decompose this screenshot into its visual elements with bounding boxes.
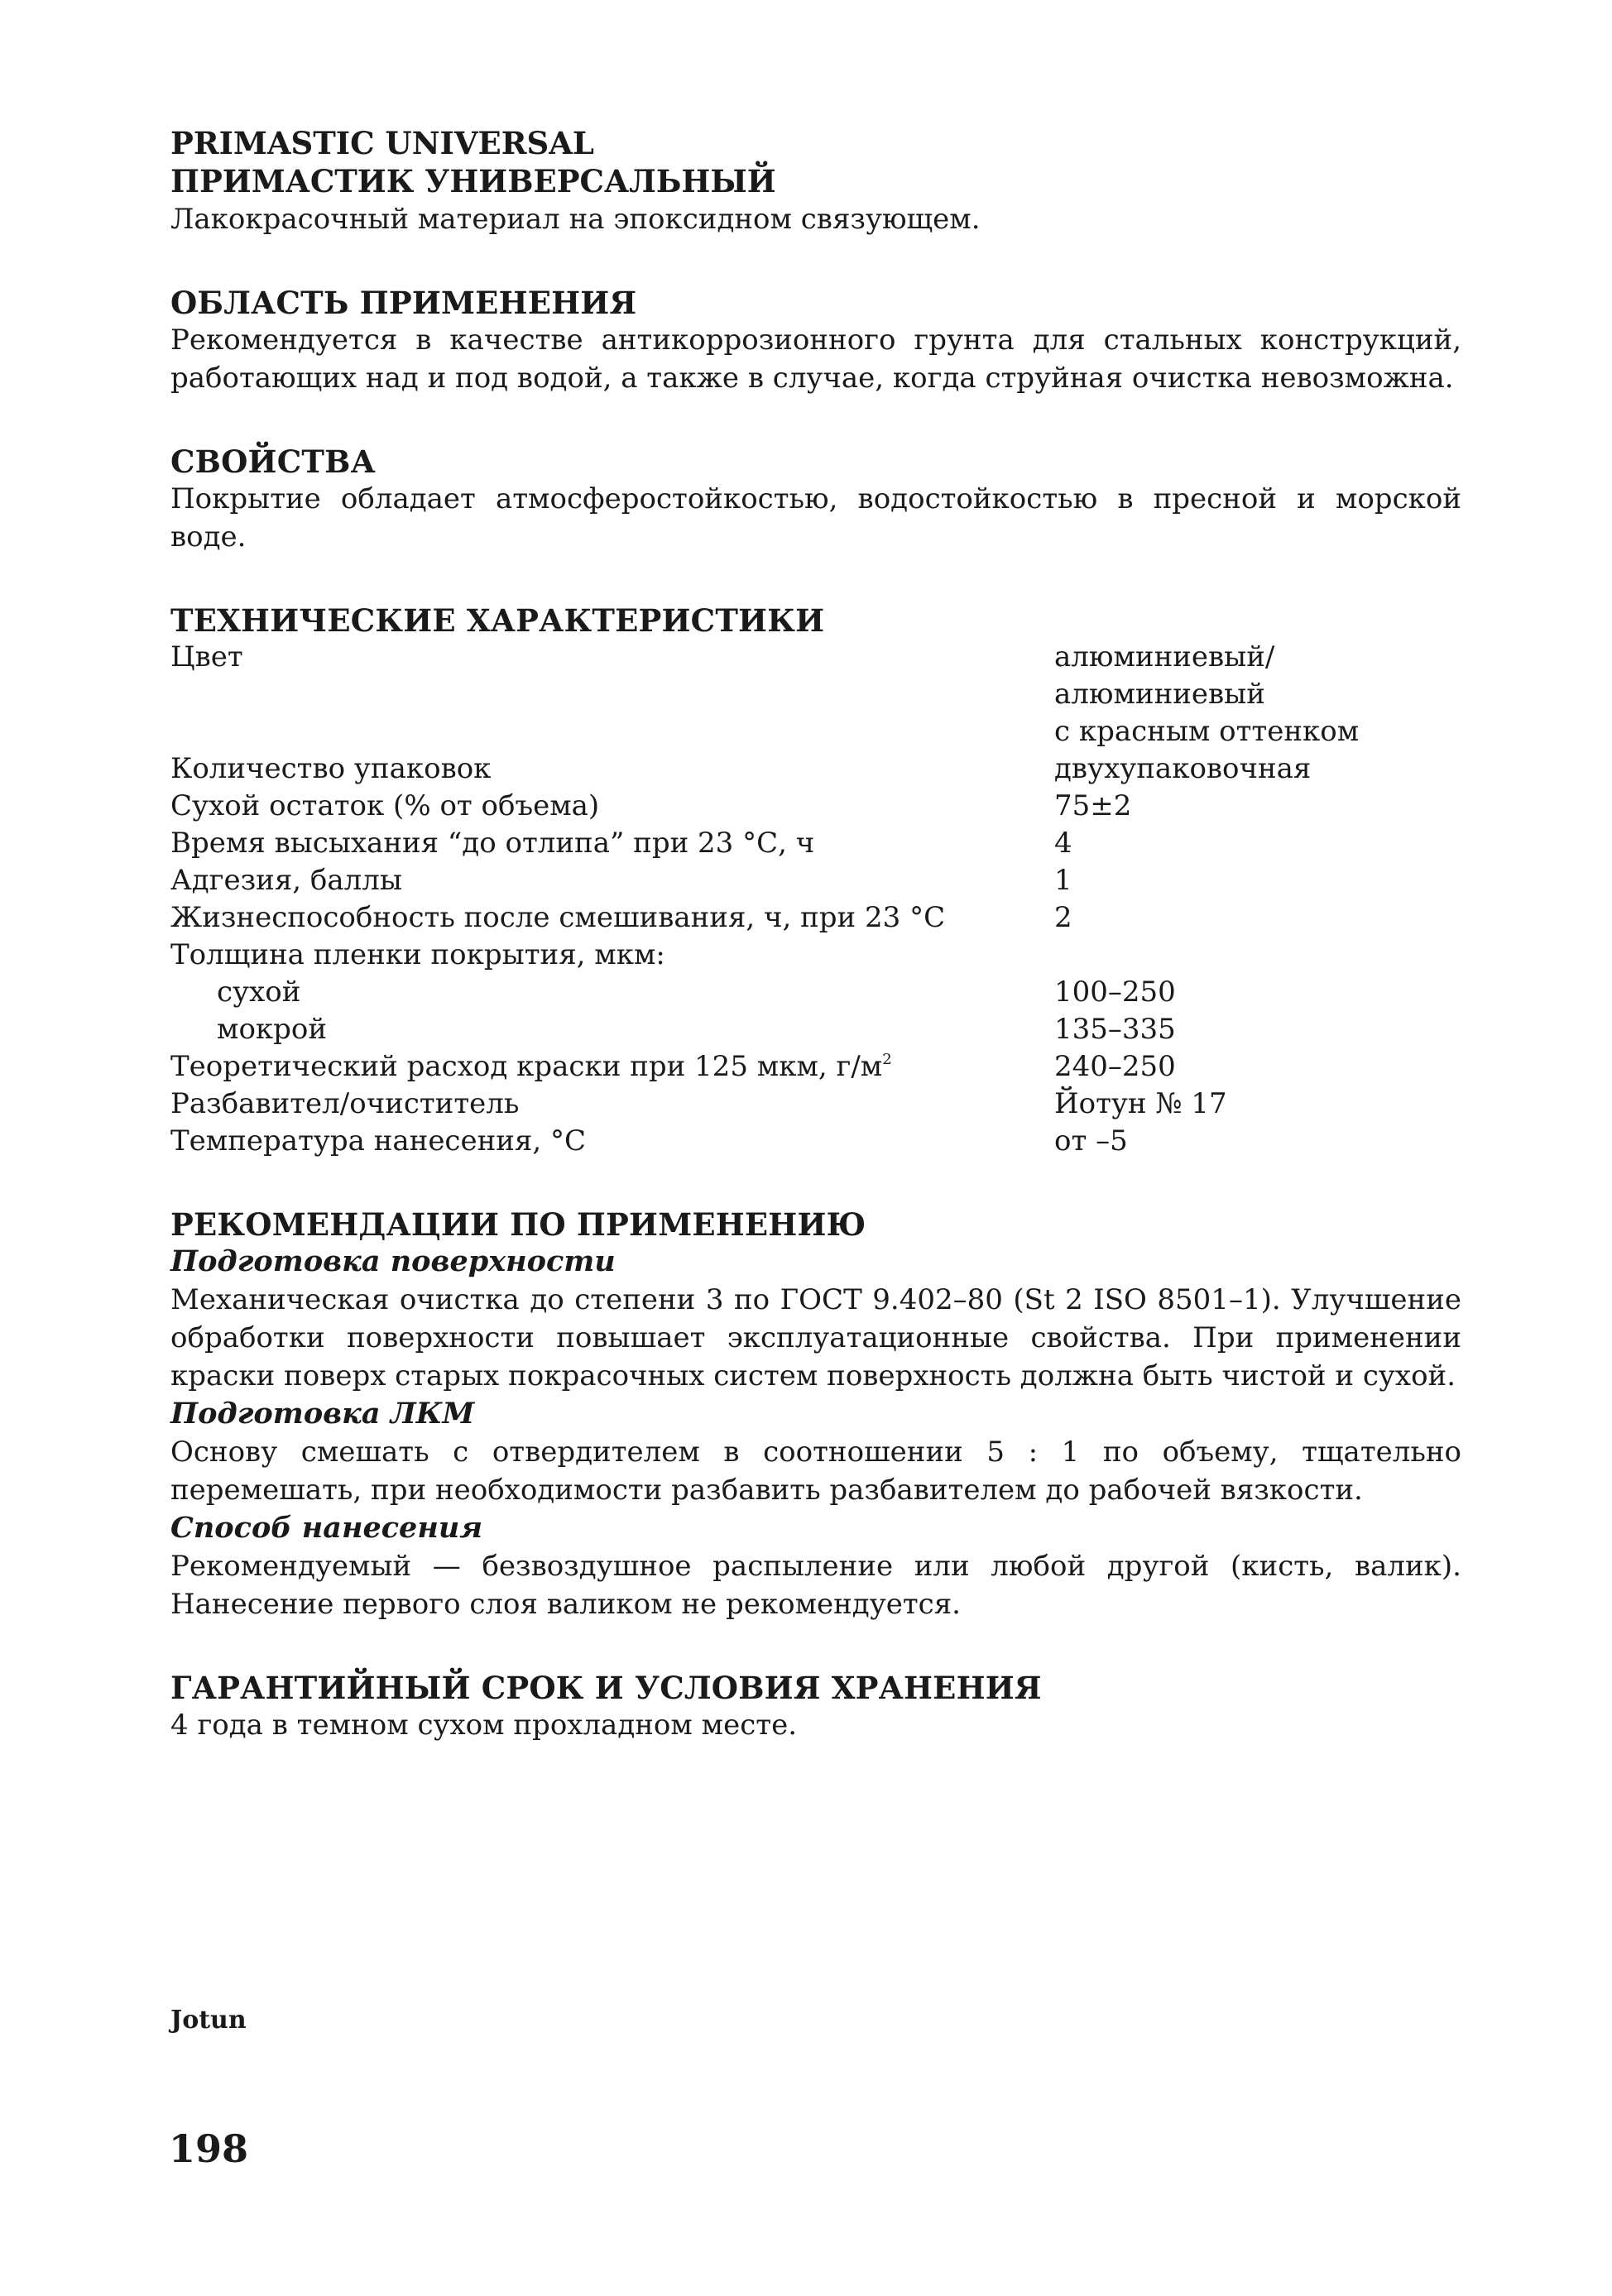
recommendations-heading: РЕКОМЕНДАЦИИ ПО ПРИМЕНЕНИЮ [170, 1206, 866, 1243]
product-title-en: PRIMASTIC UNIVERSAL [170, 125, 594, 161]
spec-label [170, 713, 1054, 750]
spec-value: от –5 [1054, 1124, 1128, 1158]
application-method-heading: Способ нанесения [170, 1511, 483, 1545]
spec-row [170, 1011, 1461, 1048]
superscript: 2 [882, 1051, 892, 1068]
spec-row [170, 862, 1461, 899]
spec-label: мокрой [217, 1013, 328, 1046]
spec-value: алюминиевый/алюминиевый [1054, 640, 1275, 711]
spec-row [170, 713, 1461, 750]
page-number: 198 [169, 2126, 249, 2171]
spec-value: 100–250 [1054, 975, 1176, 1009]
spec-row [170, 899, 1461, 937]
spec-label-cell [170, 1048, 1054, 1086]
document-page [170, 124, 1461, 1744]
warranty-section [170, 1670, 1461, 1744]
spec-row [170, 639, 1461, 713]
spec-row [170, 788, 1461, 825]
application-area-text: Рекомендуется в качестве антикоррозионного грунта для стальных конструкций, работающих над и под водой, а также в случае, когда струйная очистка невозможна. [170, 324, 1461, 395]
spec-value: 135–335 [1054, 1013, 1176, 1046]
spec-label: Время высыхания “до отлипа” при 23 °С, ч [170, 827, 815, 860]
spec-row [170, 1086, 1461, 1123]
spec-label: Температура нанесения, °С [170, 1124, 586, 1158]
spec-value [1054, 937, 1461, 974]
spec-label: Цвет [170, 640, 243, 673]
paint-prep-text: Основу смешать с отвердителем в соотношении 5 : 1 по объему, тщательно перемешать, при необходимости разбавить разбавителем до рабочей вязкости. [170, 1436, 1461, 1507]
spec-value: 75±2 [1054, 789, 1132, 822]
warranty-heading: ГАРАНТИЙНЫЙ СРОК И УСЛОВИЯ ХРАНЕНИЯ [170, 1670, 1042, 1706]
warranty-text: 4 года в темном сухом прохладном месте. [170, 1709, 797, 1742]
spec-value: 4 [1054, 827, 1072, 860]
tech-specs-table [170, 639, 1461, 1160]
spec-label: Толщина пленки покрытия, мкм: [170, 938, 665, 971]
spec-value: 240–250 [1054, 1050, 1176, 1083]
spec-label: сухой [217, 975, 301, 1009]
product-description: Лакокрасочный материал на эпоксидном связующем. [170, 203, 981, 236]
paint-prep-heading: Подготовка ЛКМ [170, 1397, 475, 1431]
properties-text: Покрытие обладает атмосферостойкостью, водостойкостью в пресной и морской воде. [170, 482, 1461, 554]
spec-value: двухупаковочная [1054, 752, 1312, 785]
footer-brand: Jotun [170, 2006, 247, 2035]
spec-row [170, 937, 1461, 974]
spec-row [170, 974, 1461, 1011]
application-area-section [170, 285, 1461, 397]
surface-prep-heading: Подготовка поверхности [170, 1244, 616, 1278]
surface-prep-text: Механическая очистка до степени 3 по ГОСТ 9.402–80 (St 2 ISO 8501–1). Улучшение обработки поверхности повышает эксплуатационные свойства. При применении краски поверх старых покрасочных систем поверхность должна быть чистой и сухой. [170, 1283, 1461, 1392]
spec-value: 1 [1054, 864, 1072, 897]
application-area-heading: ОБЛАСТЬ ПРИМЕНЕНИЯ [170, 285, 637, 321]
properties-heading: СВОЙСТВА [170, 443, 376, 480]
recommendations-section [170, 1206, 1461, 1623]
tech-specs-section [170, 602, 1461, 1160]
spec-row [170, 750, 1461, 788]
spec-label: Разбавител/очиститель [170, 1087, 520, 1120]
spec-label: Адгезия, баллы [170, 864, 402, 897]
tech-specs-heading: ТЕХНИЧЕСКИЕ ХАРАКТЕРИСТИКИ [170, 602, 825, 639]
product-header [170, 124, 1461, 238]
spec-value: Йотун № 17 [1054, 1087, 1227, 1120]
spec-row [170, 825, 1461, 862]
spec-value: с красным оттенком [1054, 715, 1360, 748]
spec-label: Жизнеспособность после смешивания, ч, при 23 °С [170, 901, 946, 934]
spec-label: Количество упаковок [170, 752, 492, 785]
spec-label: Теоретический расход краски при 125 мкм, г/м [170, 1050, 883, 1083]
spec-label: Сухой остаток (% от объема) [170, 789, 600, 822]
properties-section [170, 443, 1461, 556]
spec-row [170, 1048, 1461, 1086]
product-title-ru: ПРИМАСТИК УНИВЕРСАЛЬНЫЙ [170, 163, 776, 199]
application-method-text: Рекомендуемый — безвоздушное распыление или любой другой (кисть, валик). Нанесение первого слоя валиком не рекомендуется. [170, 1550, 1461, 1621]
spec-row [170, 1123, 1461, 1160]
spec-value: 2 [1054, 901, 1072, 934]
